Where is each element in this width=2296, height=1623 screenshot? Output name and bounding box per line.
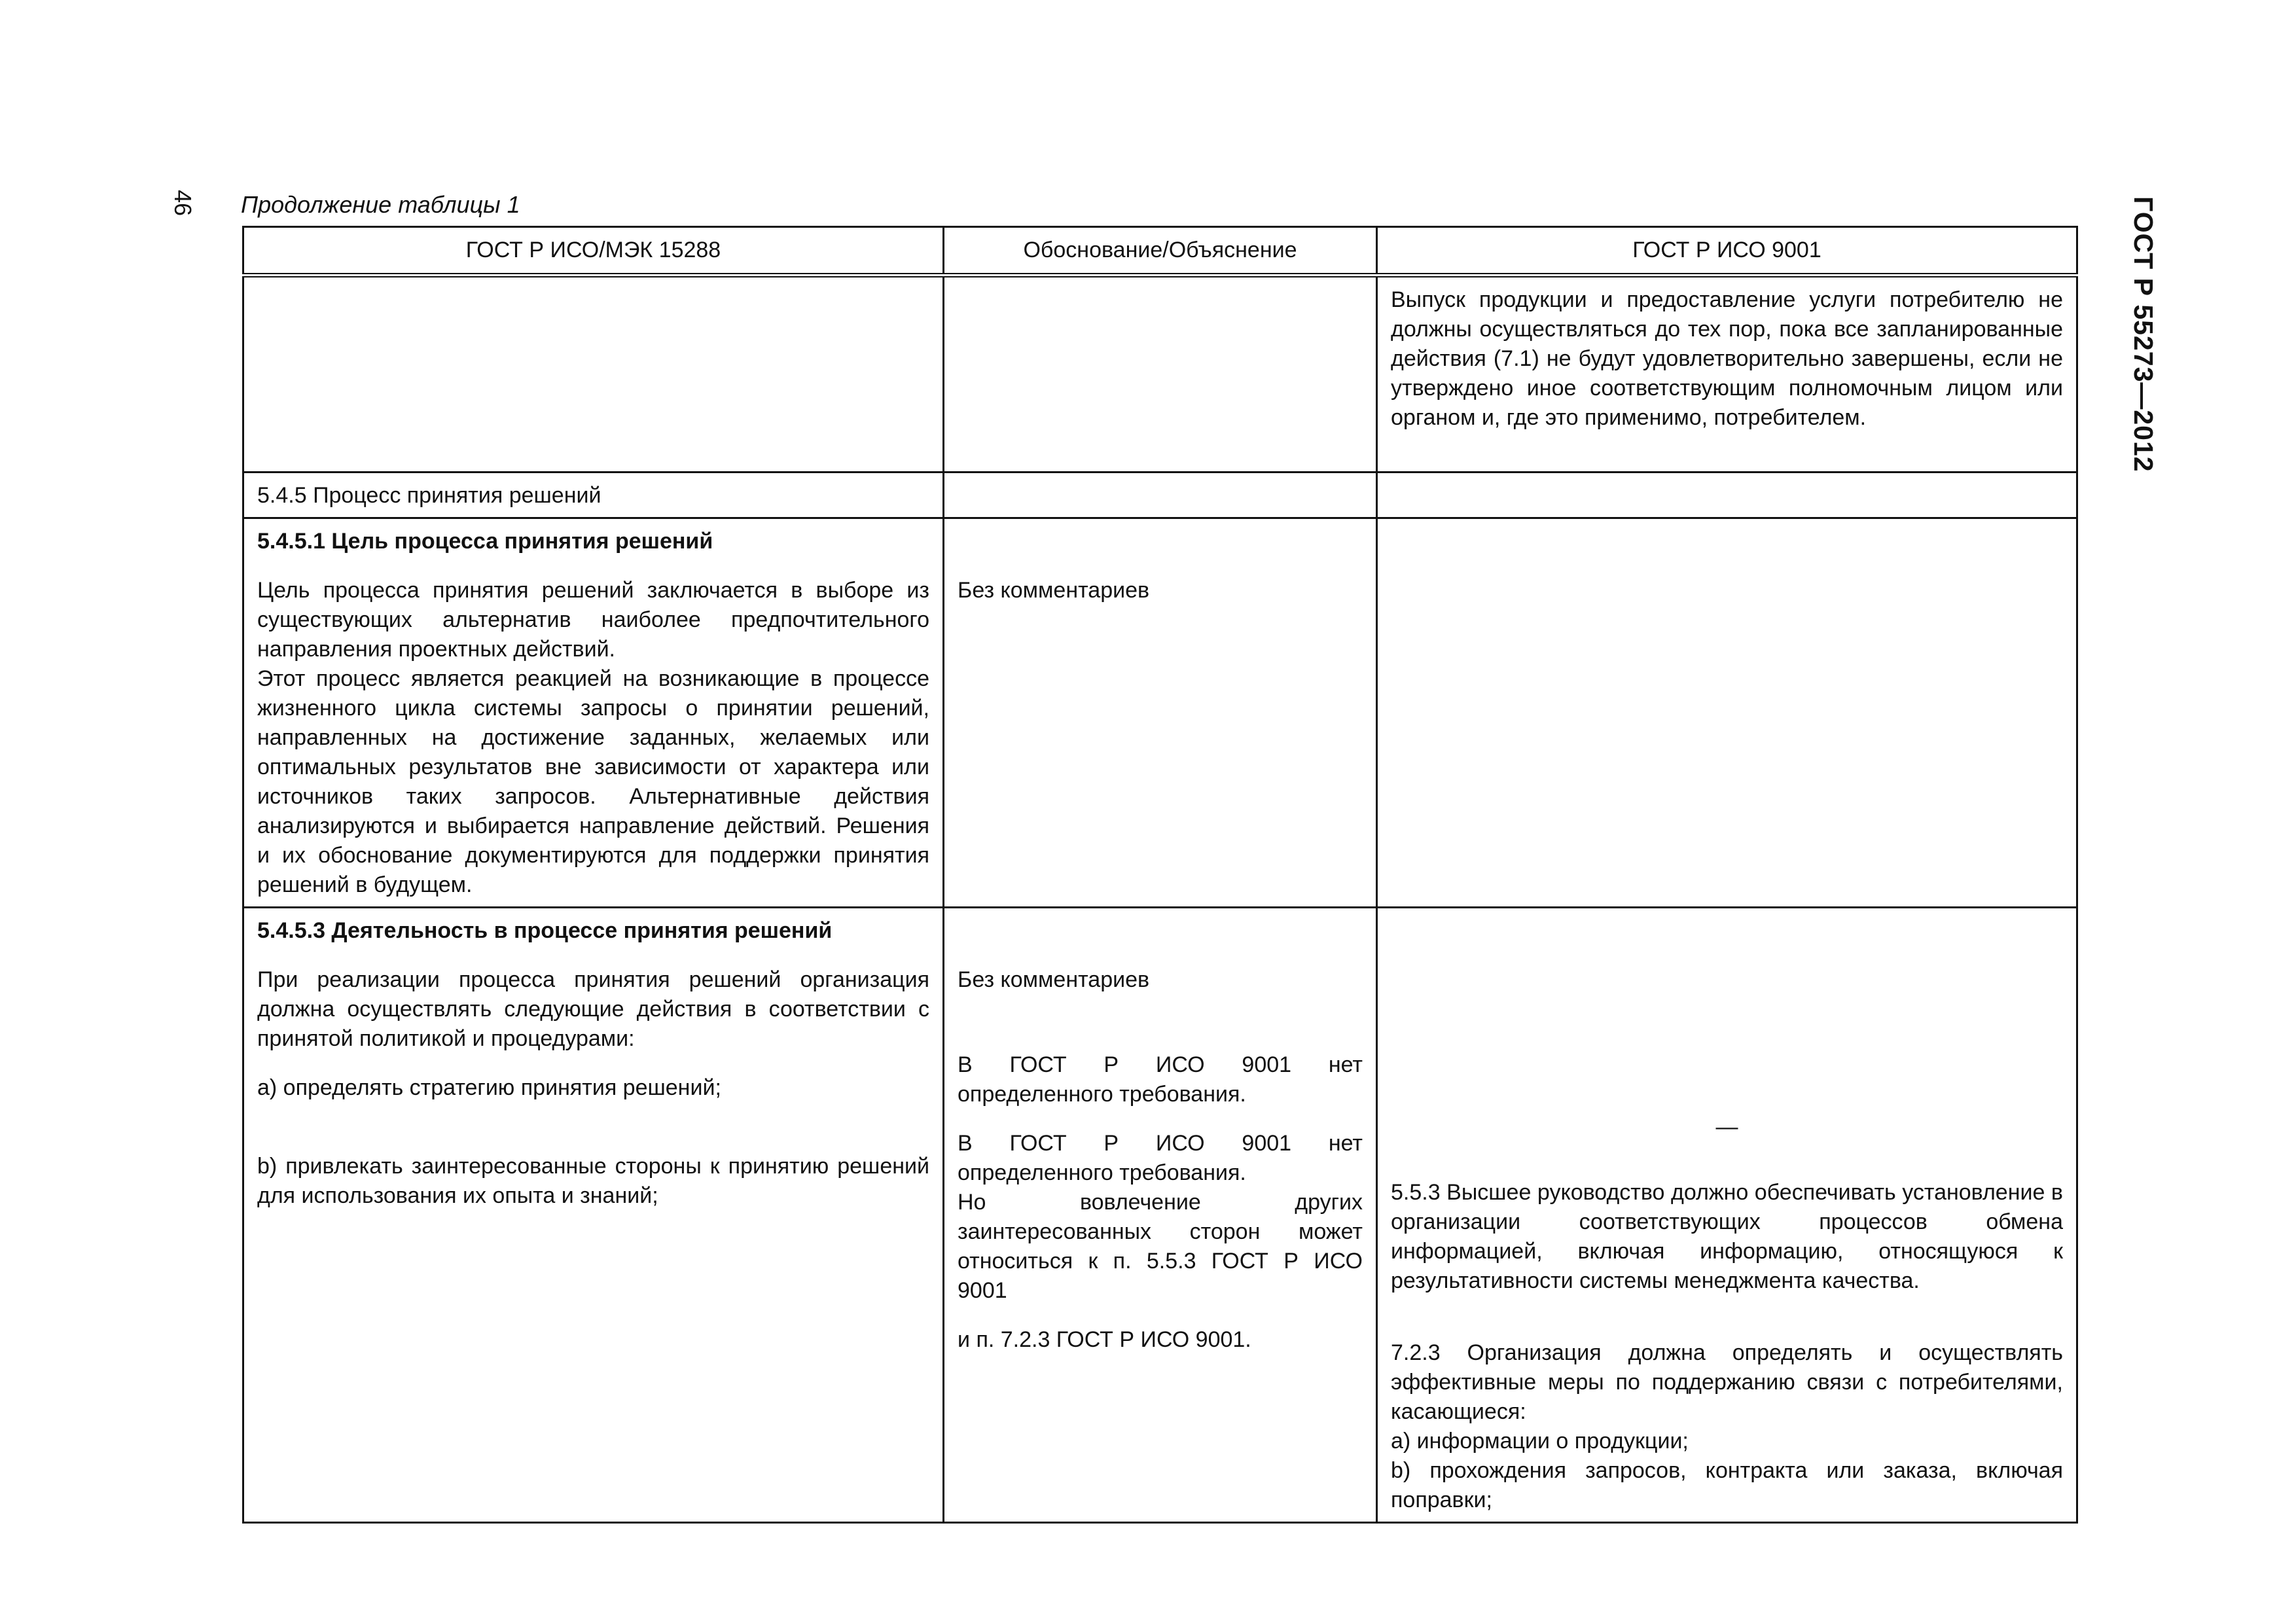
header-gost-9001: ГОСТ Р ИСО 9001 bbox=[1377, 227, 2077, 276]
header-gost-15288: ГОСТ Р ИСО/МЭК 15288 bbox=[243, 227, 944, 276]
cell-justification bbox=[944, 518, 1377, 908]
paragraph: Этот процесс является реакцией на возникающие в процессе жизненного цикла системы запросы о принятии решений, направленных на достижение заданных, желаемых или оптимальных результатов вне зависимости от характера или источников таких запросов. Альтернативные действия анализируются и выбирается направление действий. Решения и их обоснование документируются для поддержки принятия решений в будущем. bbox=[257, 666, 929, 897]
iso-9001-text: 7.2.3 Организация должна определять и осуществлять эффективные меры по поддержанию связи с потребителями, касающиеся: bbox=[1391, 1340, 2063, 1424]
paragraph: При реализации процесса принятия решений организация должна осуществлять следующие действия в соответствии с принятой политикой и процедурами: bbox=[257, 967, 929, 1051]
cell-empty bbox=[944, 473, 1377, 518]
subsection-heading: 5.4.5.3 Деятельность в процессе принятия решений bbox=[257, 918, 833, 943]
table-row bbox=[243, 473, 2077, 518]
cell-empty bbox=[1377, 518, 2077, 908]
header-justification: Обоснование/Объяснение bbox=[944, 227, 1377, 276]
comment-text: и п. 7.2.3 ГОСТ Р ИСО 9001. bbox=[958, 1327, 1251, 1352]
iso-9001-text: Выпуск продукции и предоставление услуги потребителю не должны осуществляться до тех пор, пока все запланированные действия (7.1) не будут удовлетворительно завершены, если не утверждено иное соответствующим полномочным лицом или органом и, где это применимо, потребителем. bbox=[1377, 276, 2077, 473]
table-row bbox=[243, 518, 2077, 908]
iso-9001-text: 5.5.3 Высшее руководство должно обеспечивать установление в организации соответствующих процессов обмена информацией, включая информацию, относящуюся к результативности системы менеджмента качества. bbox=[1391, 1180, 2063, 1293]
iso-9001-text: a) информации о продукции; bbox=[1391, 1429, 1689, 1454]
page-number: 46 bbox=[170, 190, 196, 217]
subsection-heading: 5.4.5.1 Цель процесса принятия решений bbox=[257, 529, 713, 554]
standard-identifier: ГОСТ Р 55273—2012 bbox=[2128, 196, 2159, 473]
section-heading: 5.4.5 Процесс принятия решений bbox=[243, 473, 944, 518]
list-item: b) привлекать заинтересованные стороны к принятию решений для использования их опыта и знаний; bbox=[257, 1154, 929, 1208]
table-header-row bbox=[243, 227, 2077, 276]
comparison-table bbox=[242, 226, 2078, 1524]
iso-9001-text: b) прохождения запросов, контракта или заказа, включая поправки; bbox=[1391, 1458, 2063, 1512]
cell-15288 bbox=[243, 518, 944, 908]
em-dash: — bbox=[1715, 1115, 1738, 1139]
comment-text: В ГОСТ Р ИСО 9001 нет определенного требования. bbox=[958, 1131, 1363, 1185]
list-item: a) определять стратегию принятия решений; bbox=[257, 1075, 721, 1100]
table-row bbox=[243, 276, 2077, 473]
cell-gost-9001 bbox=[1377, 908, 2077, 1523]
cell-15288 bbox=[243, 908, 944, 1523]
table-row bbox=[243, 908, 2077, 1523]
comment-text: Но вовлечение других заинтересованных сторон может относиться к п. 5.5.3 ГОСТ Р ИСО 9001 bbox=[958, 1190, 1363, 1303]
comment-text: В ГОСТ Р ИСО 9001 нет определенного требования. bbox=[958, 1052, 1363, 1107]
table-caption: Продолжение таблицы 1 bbox=[241, 191, 520, 218]
paragraph: Цель процесса принятия решений заключается в выборе из существующих альтернатив наиболее предпочтительного направления проектных действий. bbox=[257, 578, 929, 662]
comment-text: Без комментариев bbox=[958, 578, 1150, 603]
cell-empty bbox=[243, 276, 944, 473]
comment-text: Без комментариев bbox=[958, 967, 1150, 992]
cell-empty bbox=[1377, 473, 2077, 518]
cell-justification bbox=[944, 908, 1377, 1523]
cell-empty bbox=[944, 276, 1377, 473]
